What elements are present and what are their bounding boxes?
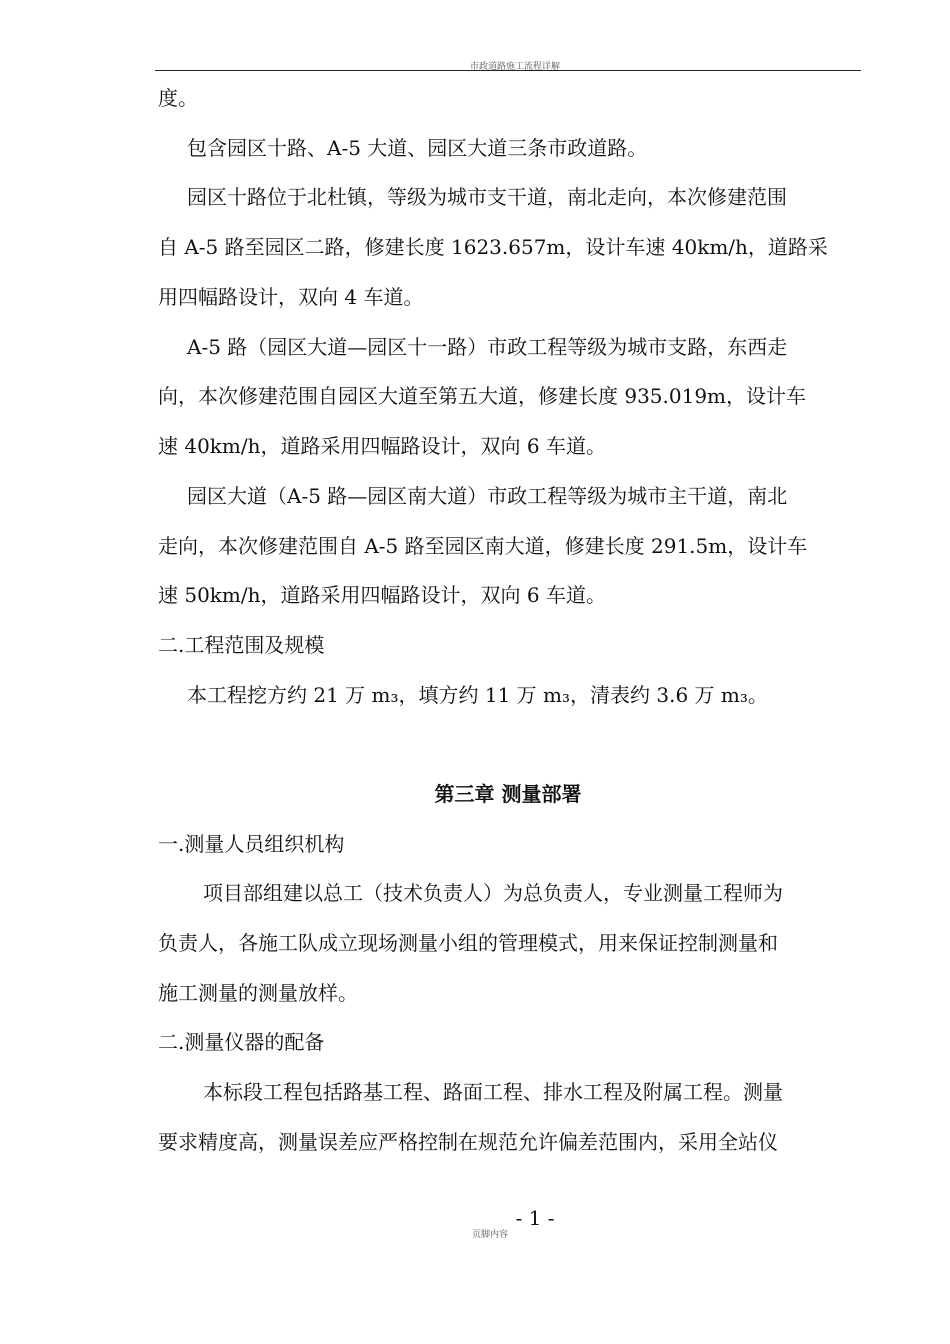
text-line: 速 40km/h，道路采用四幅路设计，双向 6 车道。 bbox=[158, 434, 606, 458]
page-number: - 1 - bbox=[515, 1206, 555, 1230]
text-line: 园区大道（A-5 路—园区南大道）市政工程等级为城市主干道，南北 bbox=[187, 484, 788, 508]
text-line: 向，本次修建范围自园区大道至第五大道，修建长度 935.019m，设计车 bbox=[158, 384, 807, 408]
text-line: 用四幅路设计，双向 4 车道。 bbox=[158, 285, 424, 309]
text-line: 园区十路位于北杜镇，等级为城市支干道，南北走向，本次修建范围 bbox=[187, 185, 787, 209]
section-heading: 二.工程范围及规模 bbox=[158, 633, 325, 657]
text-line: A-5 路（园区大道—园区十一路）市政工程等级为城市支路，东西走 bbox=[187, 335, 788, 359]
page-header: 市政道路施工流程详解 bbox=[469, 62, 560, 72]
text-line: 度。 bbox=[158, 86, 198, 110]
text-line: 走向，本次修建范围自 A-5 路至园区南大道，修建长度 291.5m，设计车 bbox=[158, 534, 808, 558]
text-line: 本标段工程包括路基工程、路面工程、排水工程及附属工程。测量 bbox=[203, 1080, 783, 1104]
text-line: 项目部组建以总工（技术负责人）为总负责人，专业测量工程师为 bbox=[203, 881, 783, 905]
section-heading: 二.测量仪器的配备 bbox=[158, 1030, 325, 1054]
text-line: 速 50km/h，道路采用四幅路设计，双向 6 车道。 bbox=[158, 583, 606, 607]
chapter-title: 第三章 测量部署 bbox=[434, 782, 582, 806]
text-line: 包含园区十路、A-5 大道、园区大道三条市政道路。 bbox=[187, 136, 648, 160]
text-line: 本工程挖方约 21 万 m₃，填方约 11 万 m₃，清表约 3.6 万 m₃。 bbox=[187, 683, 768, 707]
text-line: 要求精度高，测量误差应严格控制在规范允许偏差范围内，采用全站仪 bbox=[158, 1130, 778, 1154]
page-footer: 页脚内容 bbox=[471, 1230, 508, 1240]
text-line: 负责人，各施工队成立现场测量小组的管理模式，用来保证控制测量和 bbox=[158, 931, 778, 955]
text-line: 施工测量的测量放样。 bbox=[158, 981, 358, 1005]
section-heading: 一.测量人员组织机构 bbox=[158, 832, 345, 856]
text-line: 自 A-5 路至园区二路，修建长度 1623.657m，设计车速 40km/h，道路采 bbox=[158, 235, 828, 259]
header-rule bbox=[155, 70, 861, 71]
